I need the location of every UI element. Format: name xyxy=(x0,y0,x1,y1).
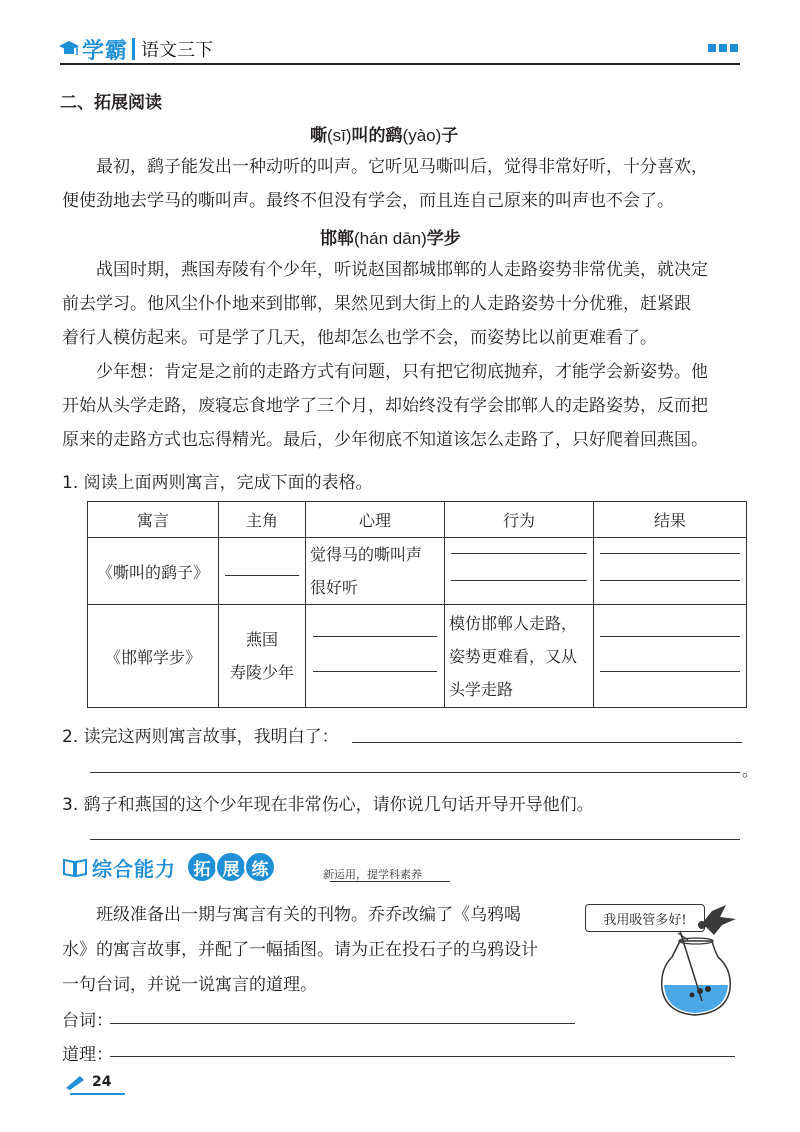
table-header: 主角 xyxy=(219,502,306,538)
story2-text xyxy=(62,253,752,457)
story1-line: 最初，鹞子能发出一种动听的叫声。它听见马嘶叫后，觉得非常好听，十分喜欢， xyxy=(62,157,708,177)
answer-blank-protagonist[interactable] xyxy=(219,538,306,605)
banner-pill: 展 xyxy=(215,851,247,883)
answer-blank-psychology[interactable] xyxy=(306,605,445,708)
answer-blank-action[interactable] xyxy=(445,538,594,605)
question-2: 2. 读完这两则寓言故事，我明白了： xyxy=(62,727,339,747)
logo-text: 学霸 xyxy=(82,38,129,64)
extension-line: 班级准备出一期与寓言有关的刊物。乔乔改编了《乌鸦喝 xyxy=(62,905,521,925)
story2-line: 战国时期，燕国寿陵有个少年，听说赵国都城邯郸的人走路姿势非常优美，就决定 xyxy=(62,260,708,280)
open-book-icon xyxy=(62,856,88,878)
question-3: 3. 鹞子和燕国的这个少年现在非常伤心，请你说几句话开导开导他们。 xyxy=(62,795,594,815)
table-row xyxy=(88,605,747,708)
fable-name: 《邯郸学步》 xyxy=(88,605,219,708)
graduation-cap-icon xyxy=(58,39,80,59)
story1-title: 嘶(sī)叫的鹞(yào)子 xyxy=(310,126,459,146)
psychology-cell: 觉得马的嘶叫声 很好听 xyxy=(306,538,445,605)
story1-text xyxy=(62,150,752,218)
book-name: 语文三下 xyxy=(141,40,214,61)
sentence-end-mark: 。 xyxy=(742,761,759,780)
answer-blank-result[interactable] xyxy=(594,605,747,708)
story2-line: 前去学习。他风尘仆仆地来到邯郸，果然见到大街上的人走路姿势十分优雅，赶紧跟 xyxy=(62,294,691,314)
crow-and-jar-illustration xyxy=(640,905,750,1025)
table-header: 结果 xyxy=(594,502,747,538)
answer-line[interactable] xyxy=(352,742,742,743)
speech-bubble: 我用吸管多好! xyxy=(585,904,705,932)
banner-pill: 练 xyxy=(244,851,276,883)
section-title: 二、拓展阅读 xyxy=(60,93,162,113)
table-header: 寓言 xyxy=(88,502,219,538)
page-number: 24 xyxy=(92,1074,112,1090)
extension-banner xyxy=(62,850,422,884)
story2-line: 原来的走路方式也忘得精光。最后，少年彻底不知道该怎么走路了，只好爬着回燕国。 xyxy=(62,430,708,450)
story2-line: 少年想：肯定是之前的走路方式有问题，只有把它彻底抛弃，才能学会新姿势。他 xyxy=(62,362,708,382)
story1-line: 便使劲地去学马的嘶叫声。最终不但没有学会，而且连自己原来的叫声也不会了。 xyxy=(62,191,674,211)
fable-name: 《嘶叫的鹞子》 xyxy=(88,538,219,605)
header-logo xyxy=(58,34,213,64)
banner-pill: 拓 xyxy=(186,851,218,883)
line-label: 台词： xyxy=(62,1011,113,1031)
reason-label: 道理： xyxy=(62,1045,113,1065)
answer-line[interactable] xyxy=(90,839,740,840)
table-row xyxy=(88,538,747,605)
question-1: 1. 阅读上面两则寓言，完成下面的表格。 xyxy=(62,473,373,493)
banner-pills xyxy=(186,851,273,883)
story2-line: 着行人模仿起来。可是学了几天，他却怎么也学不会，而姿势比以前更难看了。 xyxy=(62,328,657,348)
story2-title: 邯郸(hán dān)学步 xyxy=(320,229,461,249)
protagonist-cell: 燕国 寿陵少年 xyxy=(219,605,306,708)
extension-text xyxy=(62,898,582,1003)
answer-table xyxy=(87,501,747,708)
jar-icon xyxy=(662,938,731,1015)
crow-icon xyxy=(698,905,736,935)
table-header: 心理 xyxy=(306,502,445,538)
story2-line: 开始从头学走路，废寝忘食地学了三个月，却始终没有学会邯郸人的走路姿势，反而把 xyxy=(62,396,708,416)
action-cell: 模仿邯郸人走路， 姿势更难看，又从 头学走路 xyxy=(445,605,594,708)
pencil-icon xyxy=(64,1074,86,1090)
banner-subtitle: 新运用，提学科素养 xyxy=(323,868,422,881)
answer-line[interactable] xyxy=(110,1023,575,1024)
header-decoration xyxy=(708,44,738,52)
extension-line: 一句台词，并说一说寓言的道理。 xyxy=(62,975,317,995)
answer-line[interactable] xyxy=(110,1056,735,1057)
header-rule xyxy=(60,63,740,65)
answer-blank-result[interactable] xyxy=(594,538,747,605)
banner-title: 综合能力 xyxy=(92,856,176,881)
footer-rule xyxy=(70,1093,125,1095)
logo-divider xyxy=(132,38,135,60)
table-header: 行为 xyxy=(445,502,594,538)
banner-subtitle-rule xyxy=(330,881,450,882)
answer-line[interactable] xyxy=(90,772,740,773)
extension-line: 水》的寓言故事，并配了一幅插图。请为正在投石子的乌鸦设计 xyxy=(62,940,538,960)
